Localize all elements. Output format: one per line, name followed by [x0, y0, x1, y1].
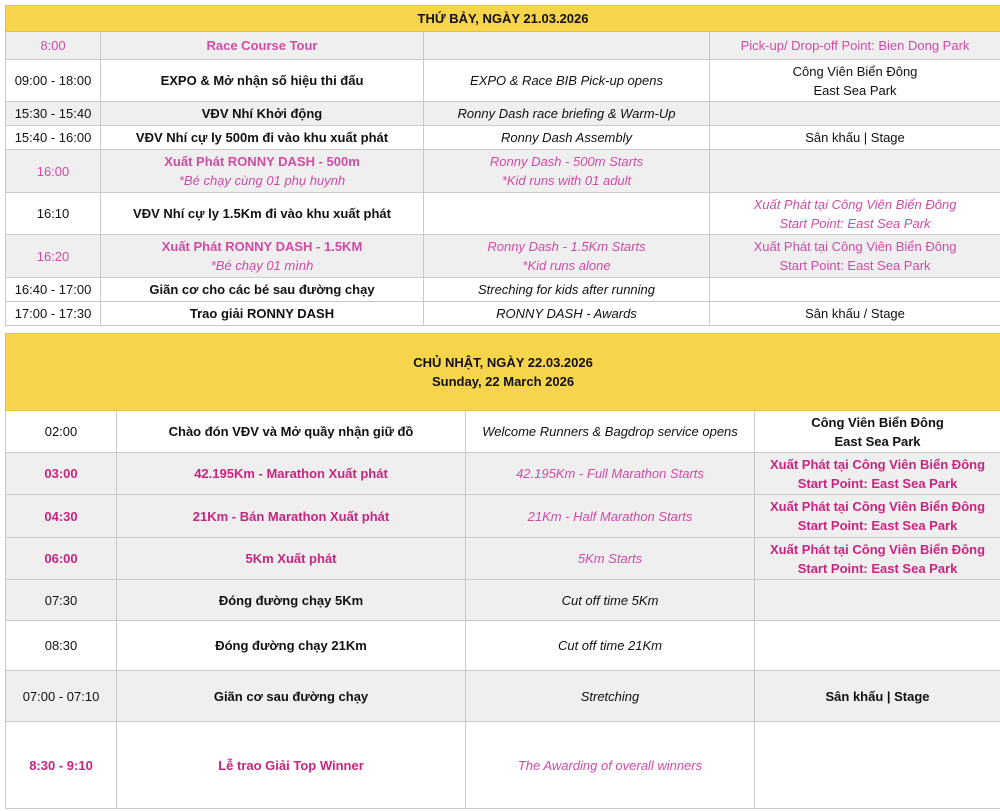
time-cell: 02:00 — [6, 411, 117, 453]
time-cell: 16:10 — [6, 193, 101, 235]
location-line-2: Start Point: East Sea Park — [779, 215, 931, 231]
table-row — [6, 621, 1000, 671]
table-row — [6, 538, 1000, 580]
location-line-1: Công Viên Biển Đông — [792, 63, 918, 79]
event-vi: 21Km - Bán Marathon Xuất phát — [117, 495, 466, 538]
event-en: Cut off time 5Km — [466, 580, 755, 621]
event-vi: 5Km Xuất phát — [117, 538, 466, 580]
event-vi — [101, 150, 424, 193]
time-cell: 16:00 — [6, 150, 101, 193]
location-line-2: East Sea Park — [834, 433, 921, 449]
event-vi: Lễ trao Giải Top Winner — [117, 722, 466, 809]
table-row — [6, 32, 1000, 60]
table-header — [6, 334, 1000, 411]
event-en: 5Km Starts — [466, 538, 755, 580]
location-cell — [710, 235, 1000, 278]
day-title-vi: CHỦ NHẬT, NGÀY 22.03.2026 — [413, 355, 593, 370]
event-vi: Race Course Tour — [101, 32, 424, 60]
event-en: Streching for kids after running — [424, 278, 710, 302]
day-title-en: Sunday, 22 March 2026 — [431, 374, 575, 389]
event-vi: VĐV Nhí cự ly 500m đi vào khu xuất phát — [101, 126, 424, 150]
location-line-2: Start Point: East Sea Park — [797, 518, 958, 533]
time-cell: 17:00 - 17:30 — [6, 302, 101, 326]
time-cell: 06:00 — [6, 538, 117, 580]
time-cell: 15:40 - 16:00 — [6, 126, 101, 150]
time-cell: 15:30 - 15:40 — [6, 102, 101, 126]
event-en: 21Km - Half Marathon Starts — [466, 495, 755, 538]
event-vi: Đóng đường chạy 21Km — [117, 621, 466, 671]
event-en — [424, 32, 710, 60]
event-en: Cut off time 21Km — [466, 621, 755, 671]
event-en: EXPO & Race BIB Pick-up opens — [424, 60, 710, 102]
location-line-1: Xuất Phát tại Công Viên Biển Đông — [753, 239, 957, 254]
location-cell — [710, 150, 1000, 193]
event-en: Welcome Runners & Bagdrop service opens — [466, 411, 755, 453]
location-cell — [755, 580, 1000, 621]
table-row — [6, 302, 1000, 326]
table-row — [6, 411, 1000, 453]
time-cell: 16:40 - 17:00 — [6, 278, 101, 302]
location-cell: Sân khấu | Stage — [710, 126, 1000, 150]
table-row — [6, 453, 1000, 495]
event-en-line-2: *Kid runs alone — [522, 258, 611, 273]
location-cell — [710, 102, 1000, 126]
time-cell: 8:30 - 9:10 — [6, 722, 117, 809]
table-row — [6, 722, 1000, 809]
table-row — [6, 126, 1000, 150]
schedule-table-sunday — [5, 333, 1000, 809]
location-line-2: East Sea Park — [813, 82, 897, 98]
table-row — [6, 150, 1000, 193]
location-line-1: Xuất Phát tại Công Viên Biển Đông — [770, 456, 986, 472]
time-cell: 03:00 — [6, 453, 117, 495]
time-cell: 09:00 - 18:00 — [6, 60, 101, 102]
location-cell — [755, 495, 1000, 538]
event-en: Stretching — [466, 671, 755, 722]
time-cell: 16:20 — [6, 235, 101, 278]
time-cell: 04:30 — [6, 495, 117, 538]
time-cell: 08:30 — [6, 621, 117, 671]
table-row — [6, 60, 1000, 102]
location-line-2: Start Point: East Sea Park — [779, 258, 931, 273]
event-vi: 42.195Km - Marathon Xuất phát — [117, 453, 466, 495]
event-vi-line-1: Xuất Phát RONNY DASH - 1.5KM — [161, 239, 363, 254]
event-vi: Chào đón VĐV và Mở quầy nhận giữ đồ — [117, 411, 466, 453]
location-cell — [710, 278, 1000, 302]
location-cell — [755, 411, 1000, 453]
location-cell — [755, 538, 1000, 580]
event-en: The Awarding of overall winners — [466, 722, 755, 809]
table-row — [6, 495, 1000, 538]
event-en-line-2: *Kid runs with 01 adult — [501, 173, 632, 188]
event-vi-line-1: Xuất Phát RONNY DASH - 500m — [164, 154, 360, 169]
location-line-1: Công Viên Biển Đông — [811, 414, 944, 430]
event-vi — [101, 235, 424, 278]
event-en-line-1: Ronny Dash - 500m Starts — [489, 154, 644, 169]
location-line-1: Xuất Phát tại Công Viên Biển Đông — [770, 541, 986, 557]
location-line-1: Xuất Phát tại Công Viên Biển Đông — [753, 196, 957, 212]
event-en: Ronny Dash race briefing & Warm-Up — [424, 102, 710, 126]
event-vi: VĐV Nhí cự ly 1.5Km đi vào khu xuất phát — [101, 193, 424, 235]
event-en — [424, 150, 710, 193]
time-cell: 8:00 — [6, 32, 101, 60]
location-line-2: Start Point: East Sea Park — [797, 560, 958, 576]
time-cell: 07:00 - 07:10 — [6, 671, 117, 722]
event-en: 42.195Km - Full Marathon Starts — [466, 453, 755, 495]
event-vi: Trao giải RONNY DASH — [101, 302, 424, 326]
day-title: THỨ BẢY, NGÀY 21.03.2026 — [6, 6, 1000, 32]
location-line-1: Xuất Phát tại Công Viên Biển Đông — [770, 499, 986, 514]
location-cell — [755, 722, 1000, 809]
event-vi-line-2: *Bé chạy cùng 01 phụ huynh — [178, 173, 346, 188]
location-cell: Sân khấu / Stage — [710, 302, 1000, 326]
table-header — [6, 6, 1000, 32]
location-cell — [755, 453, 1000, 495]
location-line-2: Start Point: East Sea Park — [797, 475, 958, 491]
day-title — [6, 334, 1000, 411]
event-vi-line-2: *Bé chạy 01 mình — [210, 258, 314, 273]
event-en-line-1: Ronny Dash - 1.5Km Starts — [487, 239, 646, 254]
table-row — [6, 671, 1000, 722]
event-vi: Đóng đường chạy 5Km — [117, 580, 466, 621]
event-en: Ronny Dash Assembly — [424, 126, 710, 150]
event-vi: EXPO & Mở nhận số hiệu thi đấu — [101, 60, 424, 102]
event-en — [424, 235, 710, 278]
event-vi: VĐV Nhí Khởi động — [101, 102, 424, 126]
location-cell: Pick-up/ Drop-off Point: Bien Dong Park — [710, 32, 1000, 60]
schedule-table-saturday — [5, 5, 1000, 326]
table-row — [6, 235, 1000, 278]
table-row — [6, 193, 1000, 235]
table-row — [6, 278, 1000, 302]
time-cell: 07:30 — [6, 580, 117, 621]
event-en: RONNY DASH - Awards — [424, 302, 710, 326]
location-cell — [755, 621, 1000, 671]
table-row — [6, 580, 1000, 621]
location-cell — [710, 193, 1000, 235]
location-cell — [710, 60, 1000, 102]
event-vi: Giãn cơ cho các bé sau đường chạy — [101, 278, 424, 302]
event-en — [424, 193, 710, 235]
location-cell: Sân khấu | Stage — [755, 671, 1000, 722]
event-vi: Giãn cơ sau đường chạy — [117, 671, 466, 722]
table-row — [6, 102, 1000, 126]
